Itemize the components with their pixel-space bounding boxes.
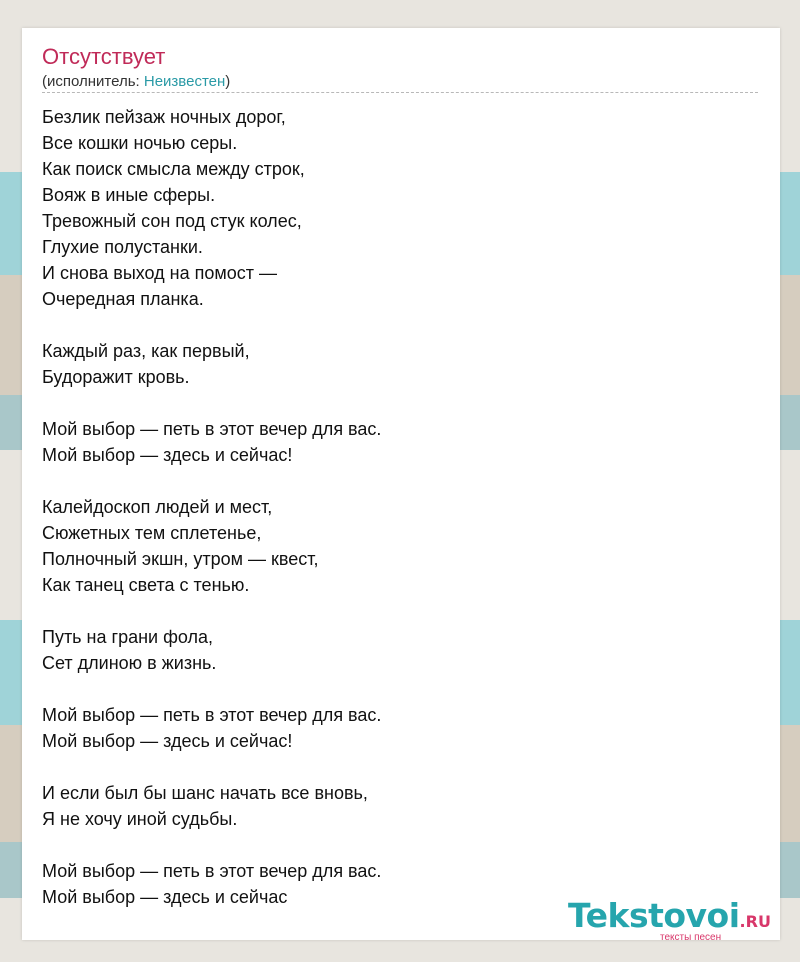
lyrics-line: Мой выбор — петь в этот вечер для вас.	[42, 861, 382, 881]
lyrics-line: И если был бы шанс начать все вновь,	[42, 783, 368, 803]
lyrics-stanza	[42, 702, 742, 754]
lyrics-line: Мой выбор — петь в этот вечер для вас.	[42, 705, 382, 725]
lyrics-line: Сюжетных тем сплетенье,	[42, 523, 262, 543]
artist-suffix: )	[225, 73, 231, 90]
lyrics-stanza	[42, 338, 742, 390]
logo-wordmark	[568, 896, 771, 935]
artist-link[interactable]: Неизвестен	[143, 73, 226, 90]
lyrics-stanza	[42, 624, 742, 676]
lyrics-stanza	[42, 416, 742, 468]
lyrics-line: Все кошки ночью серы.	[42, 133, 238, 153]
lyrics-line: Как танец света с тенью.	[42, 575, 250, 595]
lyrics-line: Путь на грани фола,	[42, 627, 214, 647]
logo-name: Tekstovoi	[568, 896, 740, 935]
lyrics-line: Вояж в иные сферы.	[42, 185, 216, 205]
lyrics-line: Каждый раз, как первый,	[42, 341, 250, 361]
lyrics-text	[42, 104, 742, 936]
lyrics-line: И снова выход на помост —	[42, 263, 278, 283]
title-divider	[42, 92, 758, 93]
lyrics-line: Мой выбор — здесь и сейчас	[42, 887, 288, 907]
logo-tagline: тексты песен	[660, 932, 722, 943]
lyrics-line: Безлик пейзаж ночных дорог,	[42, 107, 286, 127]
lyrics-card	[22, 28, 780, 943]
lyrics-stanza	[42, 780, 742, 832]
lyrics-line: Очередная планка.	[42, 289, 204, 309]
site-logo[interactable]	[568, 896, 788, 943]
song-title: Отсутствует	[42, 44, 166, 69]
lyrics-line: Я не хочу иной судьбы.	[42, 809, 238, 829]
artist-prefix: (исполнитель:	[42, 73, 144, 90]
lyrics-stanza	[42, 104, 742, 312]
lyrics-line: Сет длиною в жизнь.	[42, 653, 217, 673]
lyrics-line: Глухие полустанки.	[42, 237, 203, 257]
lyrics-line: Тревожный сон под стук колес,	[42, 211, 302, 231]
lyrics-line: Как поиск смысла между строк,	[42, 159, 305, 179]
lyrics-stanza	[42, 494, 742, 598]
artist-line	[42, 73, 230, 90]
lyrics-line: Мой выбор — здесь и сейчас!	[42, 731, 293, 751]
lyrics-line: Полночный экшн, утром — квест,	[42, 549, 319, 569]
logo-tld: .RU	[739, 912, 771, 931]
lyrics-line: Будоражит кровь.	[42, 367, 190, 387]
lyrics-line: Мой выбор — петь в этот вечер для вас.	[42, 419, 382, 439]
lyrics-line: Калейдоскоп людей и мест,	[42, 497, 273, 517]
lyrics-line: Мой выбор — здесь и сейчас!	[42, 445, 293, 465]
